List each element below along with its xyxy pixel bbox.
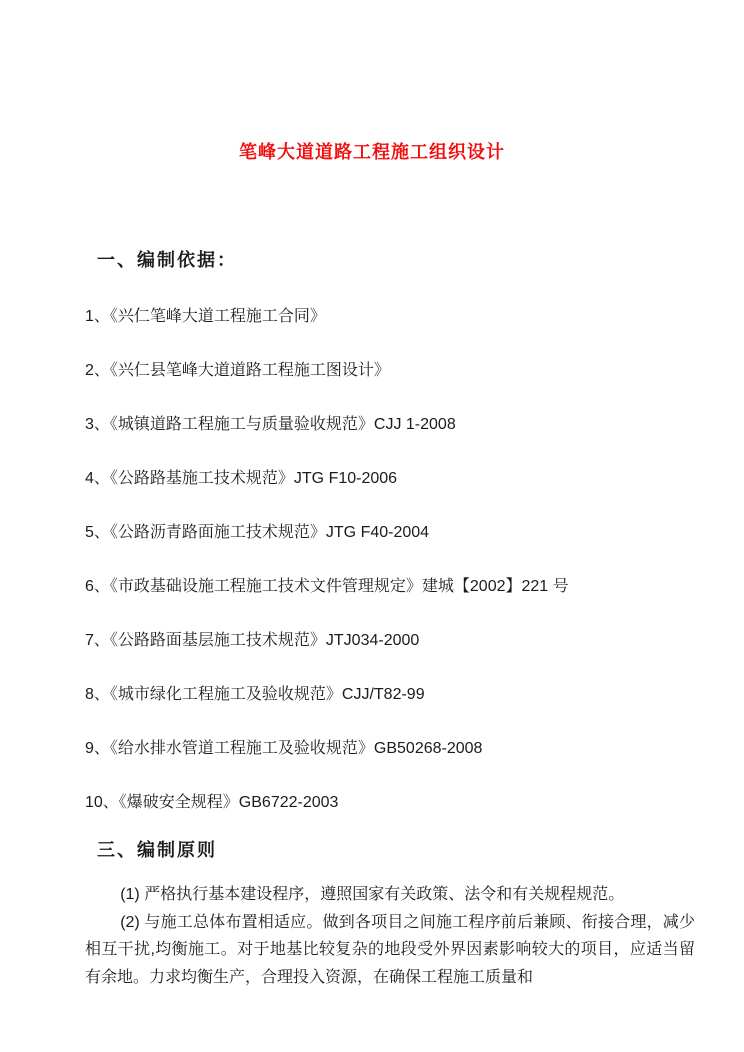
reference-item: 3、《城镇道路工程施工与质量验收规范》CJJ 1-2008 (85, 416, 456, 433)
document-title: 笔峰大道道路工程施工组织设计 (239, 142, 505, 162)
principle-paragraph: (2) 与施工总体布置相适应。做到各项目之间施工程序前后兼顾、衔接合理，减少相互干扰,均衡施工。对于地基比较复杂的地段受外界因素影响较大的项目，应适当留有余地。力求均衡生产，合理投入资源，在确保工程施工质量和 (85, 913, 695, 986)
reference-list (85, 307, 704, 812)
reference-item: 8、《城市绿化工程施工及验收规范》CJJ/T82-99 (85, 686, 425, 703)
principles-section (85, 881, 695, 991)
section-heading-principles: 三、编制原则 (97, 840, 217, 860)
reference-item: 5、《公路沥青路面施工技术规范》JTG F40-2004 (85, 524, 430, 541)
reference-item: 6、《市政基础设施工程施工技术文件管理规定》建城【2002】221 号 (85, 578, 569, 595)
reference-item: 1、《兴仁笔峰大道工程施工合同》 (85, 308, 326, 325)
section-heading-basis: 一、编制依据： (97, 250, 237, 270)
reference-item: 7、《公路路面基层施工技术规范》JTJ034-2000 (85, 632, 420, 649)
reference-item: 9、《给水排水管道工程施工及验收规范》GB50268-2008 (85, 740, 483, 757)
principle-paragraph: (1) 严格执行基本建设程序，遵照国家有关政策、法令和有关规程规范。 (120, 886, 625, 903)
reference-item: 4、《公路路基施工技术规范》JTG F10-2006 (85, 470, 398, 487)
reference-item: 2、《兴仁县笔峰大道道路工程施工图设计》 (85, 362, 390, 379)
reference-item: 10、《爆破安全规程》GB6722-2003 (85, 794, 339, 811)
